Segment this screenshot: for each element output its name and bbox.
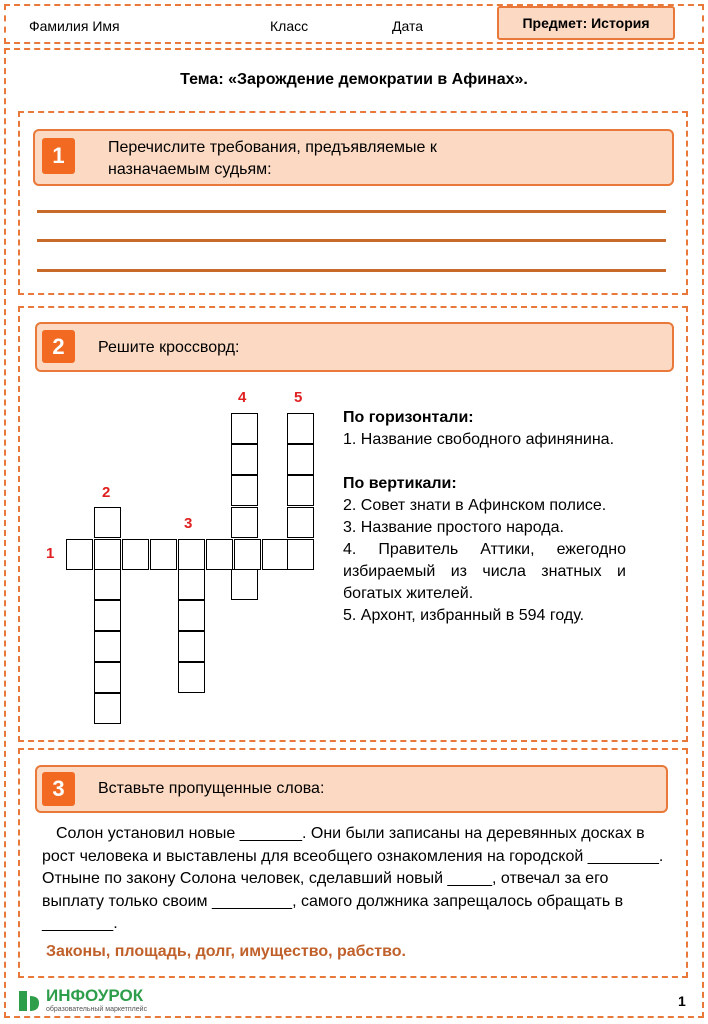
subject-badge: Предмет: История — [497, 6, 675, 40]
logo-icon — [16, 988, 42, 1014]
crossword-cell[interactable] — [94, 600, 121, 631]
answer-words: Законы, площадь, долг, имущество, рабство. — [46, 943, 406, 960]
fill-in-text: Солон установил новые _______. Они были записаны на деревянных досках в рост человека и выставлены для всеобщего ознакомления на городской ________. Отныне по закону Солона человек, сделавший новый _____, отвечал за его выплату только своим _________, самого должника запрещалось обращать в ________. — [42, 825, 664, 932]
horizontal-clue-1: 1. Название свободного афинянина. — [343, 431, 615, 448]
horizontal-title: По горизонтали: — [343, 409, 474, 426]
crossword-cell[interactable] — [150, 539, 177, 570]
crossword-cell[interactable] — [231, 507, 258, 538]
crossword-number-2: 2 — [102, 484, 111, 501]
crossword-number-5: 5 — [294, 389, 303, 406]
logo-tagline: образовательный маркетплейс — [46, 1006, 148, 1013]
answer-line-1 — [37, 210, 666, 213]
crossword-clues — [343, 407, 626, 627]
class-label: Класс — [270, 18, 309, 34]
answer-line-3 — [37, 269, 666, 272]
answer-line-2 — [37, 239, 666, 242]
crossword-cell[interactable] — [287, 507, 314, 538]
crossword-number-4: 4 — [238, 389, 247, 406]
crossword-cell[interactable] — [287, 444, 314, 475]
crossword-cell[interactable] — [122, 539, 149, 570]
vertical-clue-3: 3. Название простого народа. — [343, 519, 564, 536]
crossword-cell[interactable] — [94, 631, 121, 662]
logo-name: ИНФОУРОК — [46, 986, 144, 1005]
vertical-clue-5: 5. Архонт, избранный в 594 году. — [343, 607, 585, 624]
section-2-text: Решите кроссворд: — [98, 339, 240, 356]
crossword-cell[interactable] — [206, 539, 233, 570]
crossword-number-1: 1 — [46, 545, 55, 562]
crossword-cell[interactable] — [231, 444, 258, 475]
crossword-cell[interactable] — [287, 539, 314, 570]
section-3-number: 3 — [42, 772, 75, 806]
crossword-cell[interactable] — [234, 539, 261, 570]
crossword-cell[interactable] — [94, 569, 121, 600]
section-3-text: Вставьте пропущенные слова: — [98, 780, 325, 797]
crossword-cell[interactable] — [231, 475, 258, 506]
crossword-cell[interactable] — [231, 569, 258, 600]
crossword-cell[interactable] — [94, 662, 121, 693]
crossword-cell[interactable] — [94, 693, 121, 724]
crossword-cell[interactable] — [178, 631, 205, 662]
crossword-cell[interactable] — [262, 539, 289, 570]
crossword-number-3: 3 — [184, 515, 193, 532]
date-label: Дата — [392, 18, 424, 34]
vertical-clue-2: 2. Совет знати в Афинском полисе. — [343, 497, 607, 514]
page-number: 1 — [678, 993, 686, 1009]
section-2-number: 2 — [42, 330, 75, 363]
crossword-cell[interactable] — [287, 413, 314, 444]
topic-title: Тема: «Зарождение демократии в Афинах». — [180, 71, 528, 88]
crossword-cell[interactable] — [178, 569, 205, 600]
vertical-clue-4: 4. Правитель Аттики, ежегодно избираемый из числа знатных и богатых жителей. — [343, 541, 626, 602]
crossword-cell[interactable] — [231, 413, 258, 444]
fill-in-paragraph — [42, 823, 672, 936]
crossword-cell[interactable] — [178, 539, 205, 570]
name-label: Фамилия Имя — [29, 18, 120, 34]
crossword-cell[interactable] — [178, 600, 205, 631]
crossword-cell[interactable] — [287, 475, 314, 506]
crossword-cell[interactable] — [178, 662, 205, 693]
section-1-text-line1: Перечислите требования, предъявляемые к — [108, 139, 437, 156]
section-1-text-line2: назначаемым судьям: — [108, 161, 272, 178]
vertical-title: По вертикали: — [343, 475, 457, 492]
section-1-number: 1 — [42, 138, 75, 174]
crossword-cell[interactable] — [94, 539, 121, 570]
crossword-cell[interactable] — [94, 507, 121, 538]
crossword-cell[interactable] — [66, 539, 93, 570]
